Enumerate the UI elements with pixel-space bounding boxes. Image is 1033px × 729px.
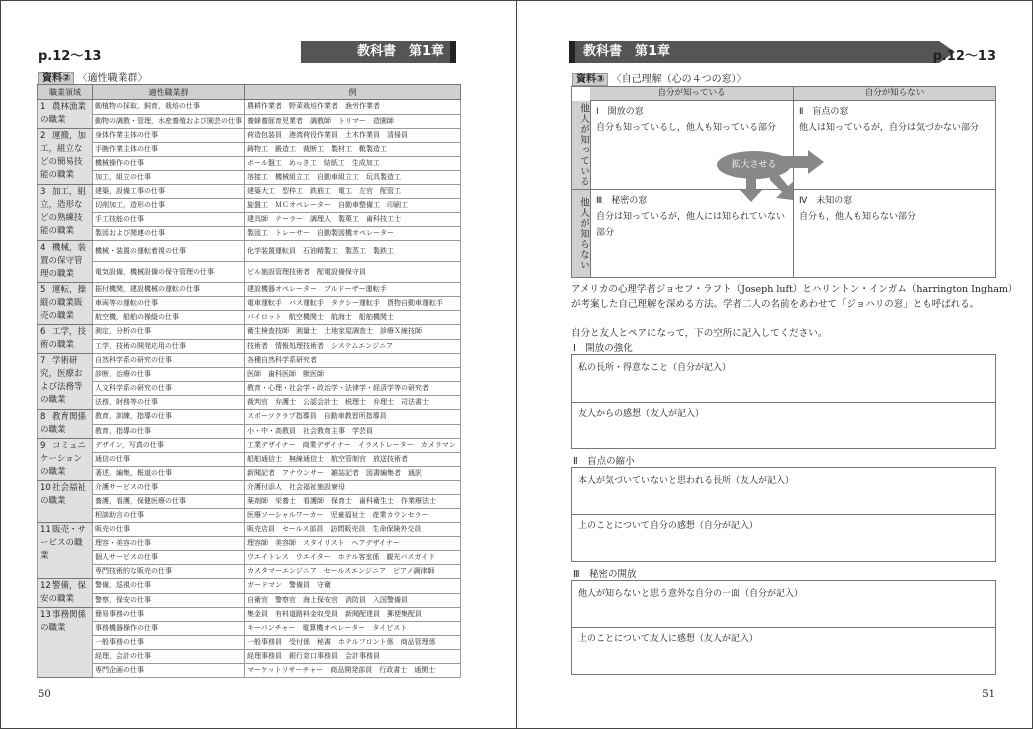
field-number: 3 <box>40 187 46 197</box>
description-line-1: アメリカの心理学者ジョセフ・ラフト（Joseph luft）とハリントン・インガム（harrington Ingham） <box>571 284 1018 295</box>
example-cell: スポーツクラブ指導員 自動車教習所指導員 <box>244 410 460 425</box>
table-row <box>38 129 461 143</box>
field-cell <box>38 185 93 241</box>
table-row <box>38 664 461 678</box>
example-cell: ガードマン 警備員 守衛 <box>244 579 460 594</box>
field-cell <box>38 608 93 678</box>
field-name: 学術研究，医療および法務等の職業 <box>40 356 83 405</box>
material-tag: 資料② <box>38 72 74 85</box>
material-title: 〈適性職業群〉 <box>77 73 148 84</box>
material-tag: 資料③ <box>572 73 608 86</box>
field-number: 4 <box>40 243 46 253</box>
pane-unknown-title: Ⅳ 未知の窓 <box>799 196 853 206</box>
field-name: 教育関係の職業 <box>40 412 87 435</box>
table-row <box>38 368 461 382</box>
example-cell: 理容師 美容師 スタイリスト ヘアデザイナー <box>244 537 460 551</box>
table-row <box>38 339 461 354</box>
field-number: 12 <box>40 581 51 591</box>
table-row <box>38 199 461 213</box>
group-cell: 手工技能の仕事 <box>92 213 244 227</box>
box-1-prompt-b: 友人からの感想（友人が記入） <box>578 409 705 419</box>
field-name: 社会福祉の職業 <box>40 483 87 506</box>
example-cell: 荷造包装員 港湾荷役作業員 土木作業員 清掃員 <box>244 129 460 143</box>
group-cell: 教育，訓練，指導の仕事 <box>92 410 244 425</box>
table-row <box>38 650 461 664</box>
job-aptitude-table <box>37 84 461 678</box>
field-name: 販売・サービスの職業 <box>40 525 87 561</box>
box-2-separator <box>572 514 995 515</box>
group-cell: 著述，編集，報道の仕事 <box>92 467 244 481</box>
material-label <box>38 69 148 84</box>
box-3-prompt-a: 他人が知らないと思う意外な自分の一面（自分が記入） <box>578 589 804 599</box>
worksheet-box-2 <box>571 467 996 562</box>
worksheet-box-3 <box>571 580 996 675</box>
material-label <box>572 70 747 85</box>
example-cell: 自衛官 警察官 海上保安官 消防員 入国警備員 <box>244 593 460 608</box>
expand-label: 拡大させる <box>717 151 791 179</box>
field-cell <box>38 241 93 283</box>
box-1-prompt-a: 私の長所・得意なこと（自分が記入） <box>578 363 732 373</box>
field-number: 13 <box>40 610 51 620</box>
group-cell: 動物の調教・管理，水産養殖および園芸の仕事 <box>92 114 244 129</box>
table-row <box>38 382 461 396</box>
table-row <box>38 143 461 157</box>
example-cell: 医療ソーシャルワーカー 児童福祉士 産業カウンセラー <box>244 509 460 523</box>
example-cell: 工業デザイナー 商業デザイナー イラストレーター カメラマン <box>244 439 460 453</box>
example-cell: 各種自然科学系研究者 <box>244 354 460 368</box>
group-cell: 機械・装置の運転着視の仕事 <box>92 241 244 262</box>
table-row <box>38 424 461 439</box>
chapter-header: 教科書 第1章 <box>569 41 939 63</box>
header-group: 適性職業群 <box>92 85 244 100</box>
field-cell <box>38 325 93 354</box>
table-row <box>38 213 461 227</box>
field-number: 11 <box>40 525 51 535</box>
field-number: 8 <box>40 412 46 422</box>
example-cell: ビル施設管理技術者 配電設備保守員 <box>244 262 460 283</box>
example-cell: 製図工 トレーサー 自動製図機オペレーター <box>244 227 460 241</box>
box-2-prompt-a: 本人が気づいていないと思われる長所（友人が記入） <box>578 476 795 486</box>
table-row <box>38 551 461 565</box>
field-name: 工学，技術の職業 <box>40 327 87 350</box>
table-row <box>38 622 461 636</box>
field-name: コミュニケーションの職業 <box>40 441 86 477</box>
table-row <box>38 396 461 410</box>
table-row <box>38 439 461 453</box>
table-row <box>38 283 461 297</box>
row-header-others-know: 他人が知っている <box>572 101 591 190</box>
group-cell: 機械操作の仕事 <box>92 157 244 171</box>
group-cell: 販売の仕事 <box>92 523 244 537</box>
example-cell: 新聞記者 アナウンサー 雑誌記者 図書編集者 通訳 <box>244 467 460 481</box>
group-cell: 経理，会計の仕事 <box>92 650 244 664</box>
group-cell: 事務機器操作の仕事 <box>92 622 244 636</box>
pane-open-text: 自分も知っているし，他人も知っている部分 <box>596 123 777 133</box>
group-cell: 簡易事務の仕事 <box>92 608 244 622</box>
example-cell: 販売店員 セールス部員 訪問販売員 生命保険外交員 <box>244 523 460 537</box>
field-name: 機械，装置の保守管理の職業 <box>40 243 87 279</box>
table-row <box>38 354 461 368</box>
field-number: 5 <box>40 285 46 295</box>
table-row <box>38 481 461 495</box>
table-row <box>38 523 461 537</box>
box-2-prompt-b: 上のことについて自分の感想（自分が記入） <box>578 521 758 531</box>
table-row <box>38 171 461 185</box>
field-name: 事務関係の職業 <box>40 610 87 633</box>
example-cell: 建具師 テーラー 調理人 製菓工 歯科技工士 <box>244 213 460 227</box>
example-cell: 裁判官 弁護士 公認会計士 税理士 弁理士 司法書士 <box>244 396 460 410</box>
group-cell: 専門技術的な販売の仕事 <box>92 565 244 579</box>
group-cell: 身体作業主体の仕事 <box>92 129 244 143</box>
field-name: 運搬，加工，組立などの簡易技能の職業 <box>40 131 87 180</box>
section-2-title: Ⅱ 盲点の縮小 <box>573 456 635 467</box>
group-cell: 一般事務の仕事 <box>92 636 244 650</box>
example-cell: 船舶通信士 無線通信士 航空管制官 放送技術者 <box>244 453 460 467</box>
example-cell: パイロット 航空機関士 航海士 船舶機関士 <box>244 311 460 325</box>
table-row <box>38 636 461 650</box>
field-cell <box>38 129 93 185</box>
example-cell: 経理事務員 銀行窓口事務員 会計事務員 <box>244 650 460 664</box>
table-row <box>38 157 461 171</box>
example-cell: 技術者 情報処理技術者 システムエンジニア <box>244 339 460 354</box>
field-cell <box>38 523 93 579</box>
pane-unknown-text: 自分も，他人も知らない部分 <box>799 212 917 222</box>
group-cell: 教育，指導の仕事 <box>92 424 244 439</box>
group-cell: 動植物の採取，飼育，栽培の仕事 <box>92 100 244 115</box>
group-cell: 電気設備，機械設備の保守管理の仕事 <box>92 262 244 283</box>
table-row <box>38 579 461 594</box>
page-ref: p.12～13 <box>932 49 996 64</box>
field-cell <box>38 354 93 410</box>
page-number: 50 <box>38 689 51 700</box>
example-cell: 介護付添人 社会福祉施設寮母 <box>244 481 460 495</box>
group-cell: 診断，治療の仕事 <box>92 368 244 382</box>
table-row <box>38 227 461 241</box>
box-1-separator <box>572 402 995 403</box>
table-row <box>38 185 461 199</box>
example-cell: 薬剤師 栄養士 看護師 保育士 歯科衛生士 作業療法士 <box>244 495 460 509</box>
page-ref: p.12～13 <box>38 49 102 64</box>
group-cell: 加工，組立の仕事 <box>92 171 244 185</box>
field-number: 6 <box>40 327 46 337</box>
example-cell: マーケットリサーチャー 商品開発部員 行政書士 通関士 <box>244 664 460 678</box>
row-header-others-unknown: 他人が知らない <box>572 190 591 277</box>
table-row <box>38 114 461 129</box>
field-number: 7 <box>40 356 46 366</box>
table-row <box>38 467 461 481</box>
description-line-2: が考案した自己理解を深める方法。学者二人の名前をあわせて「ジョハリの窓」とも呼ばれる。 <box>571 299 980 310</box>
table-row <box>38 325 461 340</box>
worksheet-box-1 <box>571 354 996 449</box>
example-cell: 農耕作業者 野菜栽培作業者 漁労作業者 <box>244 100 460 115</box>
chapter-header: 教科書 第1章 <box>301 41 456 63</box>
example-cell: 化学装置運転員 石油精製工 製蒸工 製鉄工 <box>244 241 460 262</box>
table-row <box>38 537 461 551</box>
section-1-title: Ⅰ 開放の強化 <box>573 343 633 354</box>
field-name: 加工，組立，造形などの熟練技能の職業 <box>40 187 87 236</box>
table-row <box>38 509 461 523</box>
field-name: 運転，操縦の職業販売の職業 <box>40 285 87 321</box>
example-cell: 溶接工 機械組立工 自動車組立工 玩具製造工 <box>244 171 460 185</box>
group-cell: 航空機，船舶の操縦の仕事 <box>92 311 244 325</box>
group-cell: 自然科学系の研究の仕事 <box>92 354 244 368</box>
table-row <box>38 453 461 467</box>
example-cell: 集金員 有料道路料金収受員 新聞配達員 郵便集配員 <box>244 608 460 622</box>
example-cell: 医師 歯科医師 獣医師 <box>244 368 460 382</box>
example-cell: 鋳物工 鍛造工 裁断工 製材工 靴製造工 <box>244 143 460 157</box>
table-row <box>38 593 461 608</box>
instruction: 自分と友人とペアになって，下の空所に記入してください。 <box>571 328 828 339</box>
field-number: 1 <box>40 102 46 112</box>
table-row <box>38 311 461 325</box>
example-cell: ウエイトレス ウエイター ホテル客室係 観光バスガイド <box>244 551 460 565</box>
table-row <box>38 100 461 115</box>
pane-blind-title: Ⅱ 盲点の窓 <box>799 107 849 117</box>
field-cell <box>38 283 93 325</box>
table-row <box>38 297 461 311</box>
group-cell: 警察，保安の仕事 <box>92 593 244 608</box>
group-cell: 介護サービスの仕事 <box>92 481 244 495</box>
pane-open-title: Ⅰ 開放の窓 <box>596 107 644 117</box>
group-cell: デザイン，写真の仕事 <box>92 439 244 453</box>
table-row <box>38 608 461 622</box>
group-cell: 養護，看護，保健医療の仕事 <box>92 495 244 509</box>
col-header-self-knows: 自分が知っている <box>590 87 794 101</box>
header-example: 例 <box>244 85 460 100</box>
field-cell <box>38 439 93 481</box>
example-cell: 小・中・高教員 社会教育主事 学芸員 <box>244 424 460 439</box>
group-cell: 切削加工，造形の仕事 <box>92 199 244 213</box>
pane-hidden-title: Ⅲ 秘密の窓 <box>596 196 648 206</box>
group-cell: 法務，財務等の仕事 <box>92 396 244 410</box>
group-cell: 据付機関，建設機械の運転の仕事 <box>92 283 244 297</box>
box-3-prompt-b: 上のことについて友人に感想（友人が記入） <box>578 634 758 644</box>
header-field: 職業領域 <box>38 85 93 100</box>
example-cell: 教育・心理・社会学・政治学・法律学・経済学等の研究者 <box>244 382 460 396</box>
group-cell: 人文科学系の研究の仕事 <box>92 382 244 396</box>
example-cell: カスタマーエンジニア セールスエンジニア ピアノ調律師 <box>244 565 460 579</box>
group-cell: 建築，設備工事の仕事 <box>92 185 244 199</box>
page-number: 51 <box>982 689 995 700</box>
group-cell: 製図および関連の仕事 <box>92 227 244 241</box>
group-cell: 測定，分析の仕事 <box>92 325 244 340</box>
group-cell: 警備，巡視の仕事 <box>92 579 244 594</box>
pane-blind-text: 他人は知っているが，自分は気づかない部分 <box>799 123 980 133</box>
field-number: 9 <box>40 441 46 451</box>
group-cell: 専門企画の仕事 <box>92 664 244 678</box>
field-number: 10 <box>40 483 51 493</box>
table-row <box>38 565 461 579</box>
field-number: 2 <box>40 131 46 141</box>
group-cell: 相談助言の仕事 <box>92 509 244 523</box>
group-cell: 工学，技術の開発応用の仕事 <box>92 339 244 354</box>
section-3-title: Ⅲ 秘密の開放 <box>573 569 637 580</box>
group-cell: 車両等の運転の仕事 <box>92 297 244 311</box>
group-cell: 手腕作業主体の仕事 <box>92 143 244 157</box>
example-cell: 衛生検査技師 測量士 土地家屋調査士 診療Ｘ線技師 <box>244 325 460 340</box>
group-cell: 理容・美容の仕事 <box>92 537 244 551</box>
field-cell <box>38 579 93 608</box>
col-header-self-unknown: 自分が知らない <box>794 87 995 101</box>
field-cell <box>38 481 93 523</box>
example-cell: 建設機器オペレーター ブルドーザー運転手 <box>244 283 460 297</box>
example-cell: 電車運転手 バス運転手 タクシー運転手 貨物自動車運転手 <box>244 297 460 311</box>
material-title: 〈自己理解（心の４つの窓）〉 <box>611 74 747 85</box>
example-cell: 養蜂養豚育児業者 調教師 トリマー 造園師 <box>244 114 460 129</box>
field-cell <box>38 100 93 129</box>
field-name: 農林漁業の職業 <box>40 102 87 125</box>
pane-hidden-text: 自分は知っているが，他人には知られていない部分 <box>596 212 786 238</box>
box-3-separator <box>572 627 995 628</box>
group-cell: 通信の仕事 <box>92 453 244 467</box>
example-cell: ボール盤工 めっき工 結紙工 生成加工 <box>244 157 460 171</box>
table-row <box>38 241 461 262</box>
example-cell: 一般事務員 受付係 秘書 ホテルフロント係 商品管理係 <box>244 636 460 650</box>
field-cell <box>38 410 93 439</box>
table-row <box>38 410 461 425</box>
group-cell: 個人サービスの仕事 <box>92 551 244 565</box>
example-cell: 旋盤工 ＭＣオペレーター 自動車整備工 印刷工 <box>244 199 460 213</box>
example-cell: 建築大工 型枠工 鉄筋工 電工 左官 配管工 <box>244 185 460 199</box>
example-cell: キーパンチャー 電算機オペレーター タイピスト <box>244 622 460 636</box>
table-row <box>38 495 461 509</box>
table-row <box>38 262 461 283</box>
field-name: 警備，保安の職業 <box>40 581 87 604</box>
